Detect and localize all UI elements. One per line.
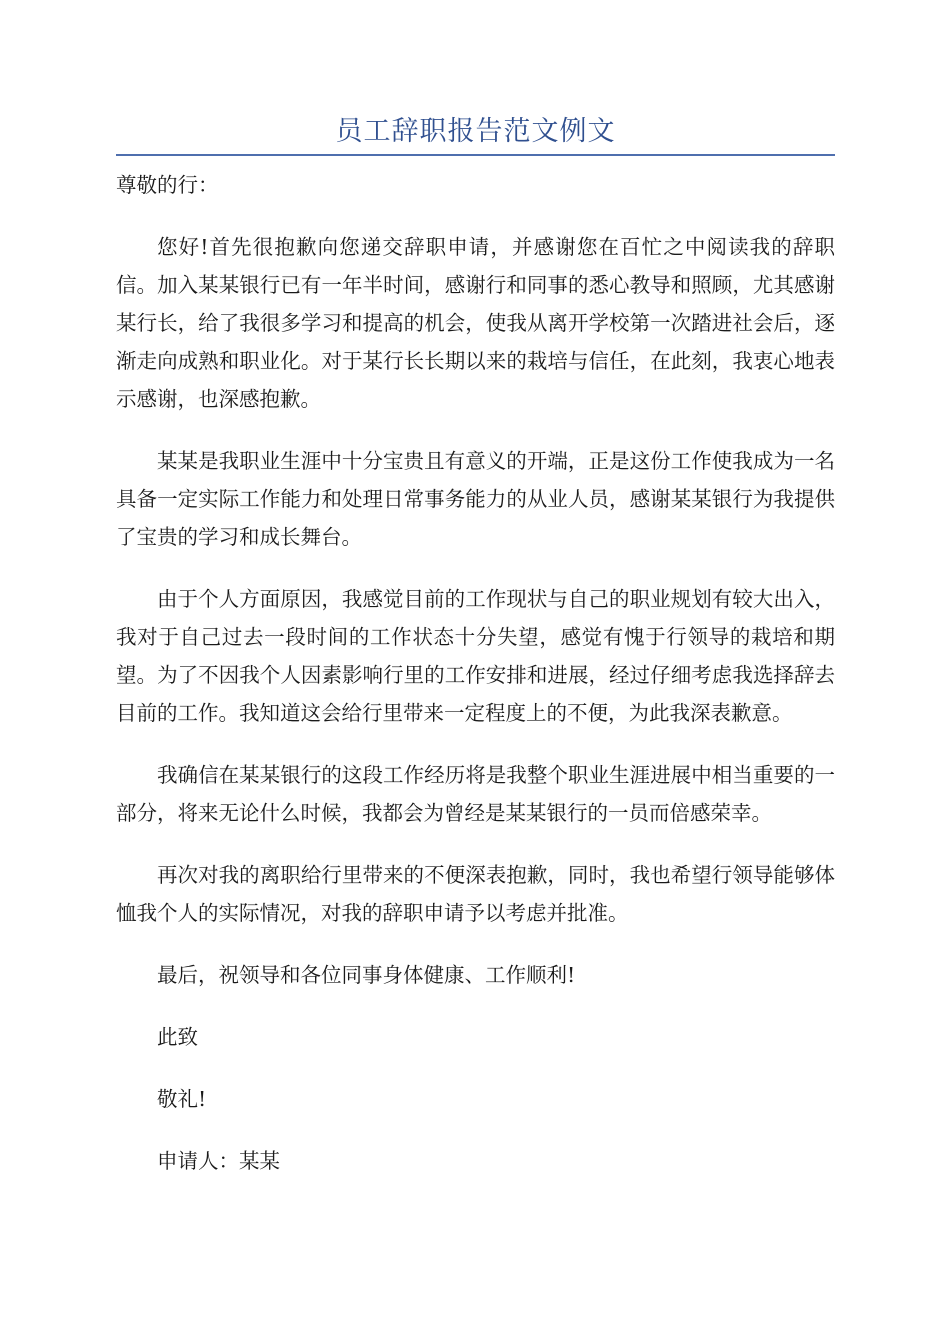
paragraph-1: 您好!首先很抱歉向您递交辞职申请，并感谢您在百忙之中阅读我的辞职信。加入某某银行已有一年半时间，感谢行和同事的悉心教导和照顾，尤其感谢某行长，给了我很多学习和提高的机会，使我从离开学校第一次踏进社会后，逐渐走向成熟和职业化。对于某行长长期以来的栽培与信任，在此刻，我衷心地表示感谢，也深感抱歉。 [116,235,835,411]
paragraph-3: 由于个人方面原因，我感觉目前的工作现状与自己的职业规划有较大出入，我对于自己过去一段时间的工作状态十分失望，感觉有愧于行领导的栽培和期望。为了不因我个人因素影响行里的工作安排和进展，经过仔细考虑我选择辞去目前的工作。我知道这会给行里带来一定程度上的不便，为此我深表歉意。 [116,587,835,725]
regards: 敬礼! [157,1087,207,1111]
paragraph-5: 再次对我的离职给行里带来的不便深表抱歉，同时，我也希望行领导能够体恤我个人的实际情况，对我的辞职申请予以考虑并批准。 [116,863,835,925]
signature: 申请人：某某 [157,1149,280,1173]
document-body [116,166,835,1204]
document-title: 员工辞职报告范文例文 [335,116,616,147]
paragraph-6: 最后，祝领导和各位同事身体健康、工作顺利! [157,963,576,987]
closing: 此致 [157,1025,198,1049]
paragraph-2: 某某是我职业生涯中十分宝贵且有意义的开端，正是这份工作使我成为一名具备一定实际工作能力和处理日常事务能力的从业人员，感谢某某银行为我提供了宝贵的学习和成长舞台。 [116,449,835,549]
salutation: 尊敬的行： [116,173,219,197]
title-underline [116,154,835,156]
paragraph-4: 我确信在某某银行的这段工作经历将是我整个职业生涯进展中相当重要的一部分，将来无论什么时候，我都会为曾经是某某银行的一员而倍感荣幸。 [116,763,835,825]
